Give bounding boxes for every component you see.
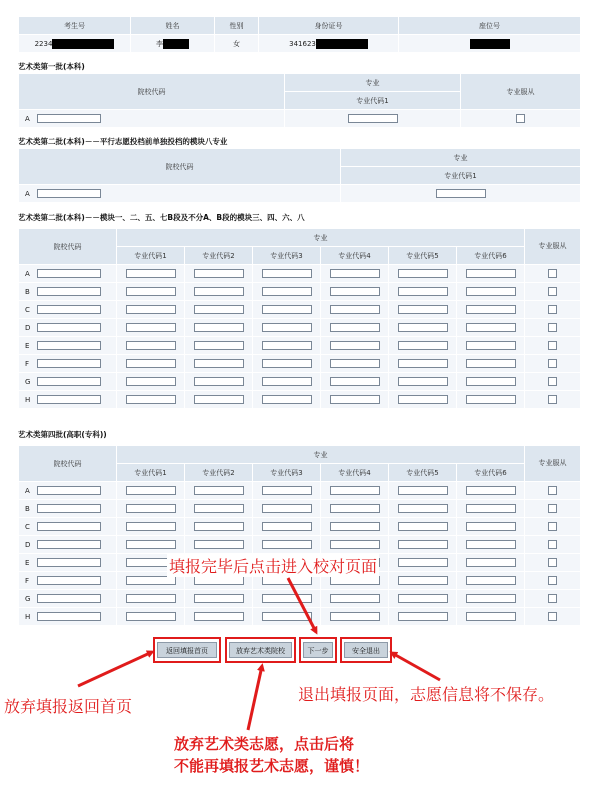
row-letter: A	[25, 189, 30, 198]
section3-major-header: 专业	[117, 229, 525, 247]
major-code-header: 专业代码2	[185, 464, 253, 482]
abandon-annotation-line1: 放弃艺术类志愿，点击后将	[174, 735, 355, 753]
row-letter: E	[25, 558, 30, 567]
back-to-home-button[interactable]: 返回填报首页	[157, 642, 217, 658]
row-letter: F	[25, 359, 30, 368]
major-code-header: 专业代码1	[117, 464, 185, 482]
arrow-to-home-button	[78, 652, 152, 686]
header-exam-no: 考生号	[19, 17, 131, 35]
major-code-header: 专业代码1	[117, 247, 185, 265]
arrow-to-next-button	[288, 578, 316, 632]
row-letter: D	[25, 540, 31, 549]
section2-major-header: 专业	[341, 149, 581, 167]
row-letter: B	[25, 287, 30, 296]
section3-obey-header: 专业服从	[525, 229, 581, 265]
header-seat-no: 座位号	[399, 17, 581, 35]
section4-title: 艺术类第四批(高职(专科))	[18, 430, 107, 439]
next-step-annotation: 填报完毕后点击进入校对页面	[167, 554, 379, 577]
header-gender: 性别	[215, 17, 259, 35]
section4-major-header: 专业	[117, 446, 525, 464]
major-code-header: 专业代码5	[389, 247, 457, 265]
next-step-button[interactable]: 下一步	[303, 642, 333, 658]
abandon-art-button[interactable]: 放弃艺术类院校	[229, 642, 292, 658]
row-letter: E	[25, 341, 30, 350]
major-code-header: 专业代码6	[457, 247, 525, 265]
row-letter: G	[25, 594, 31, 603]
row-letter: H	[25, 395, 31, 404]
row-letter: B	[25, 504, 30, 513]
abandon-annotation-line2: 不能再填报艺术志愿，谨慎！	[174, 757, 370, 775]
header-id-no: 身份证号	[259, 17, 399, 35]
section2-major-code1-header: 专业代码1	[341, 167, 581, 185]
safe-exit-button[interactable]: 安全退出	[344, 642, 388, 658]
major-code-header: 专业代码6	[457, 464, 525, 482]
section1-school-code-header: 院校代码	[19, 74, 285, 110]
row-letter: H	[25, 612, 31, 621]
major-code-header: 专业代码4	[321, 247, 389, 265]
row-letter: D	[25, 323, 31, 332]
row-letter: C	[25, 305, 30, 314]
row-letter: G	[25, 377, 31, 386]
id-no-value: 341623	[289, 39, 316, 48]
gender-value: 女	[215, 35, 259, 53]
row-letter: A	[25, 114, 30, 123]
row-letter: C	[25, 522, 30, 531]
section3-school-code-header: 院校代码	[19, 229, 117, 265]
major-code-header: 专业代码3	[253, 464, 321, 482]
exit-annotation: 退出填报页面，志愿信息将不保存。	[298, 685, 555, 704]
name-value: 李	[156, 39, 163, 48]
section1-title: 艺术类第一批(本科)	[18, 62, 85, 71]
section1-obey-header: 专业服从	[461, 74, 581, 110]
section2-title: 艺术类第二批(本科)－－平行志愿投档前单独投档的模块八专业	[18, 137, 228, 146]
major-code-header: 专业代码5	[389, 464, 457, 482]
section4-obey-header: 专业服从	[525, 446, 581, 482]
row-letter: F	[25, 576, 30, 585]
row-letter: A	[25, 269, 30, 278]
section1-major-header: 专业	[285, 74, 461, 92]
section1-major-code1-header: 专业代码1	[285, 92, 461, 110]
home-annotation: 放弃填报返回首页	[4, 697, 133, 716]
row-letter: A	[25, 486, 30, 495]
section2-school-code-header: 院校代码	[19, 149, 341, 185]
header-name: 姓名	[131, 17, 215, 35]
arrow-to-abandon-button	[248, 666, 262, 730]
section4-school-code-header: 院校代码	[19, 446, 117, 482]
major-code-header: 专业代码3	[253, 247, 321, 265]
major-code-header: 专业代码4	[321, 464, 389, 482]
section3-title: 艺术类第二批(本科)－－模块一、二、五、七B段及不分A、B段的模块三、四、六、八	[18, 213, 305, 222]
major-code-header: 专业代码2	[185, 247, 253, 265]
arrow-to-exit-button	[392, 653, 440, 680]
exam-no-value: 2234	[34, 39, 53, 48]
